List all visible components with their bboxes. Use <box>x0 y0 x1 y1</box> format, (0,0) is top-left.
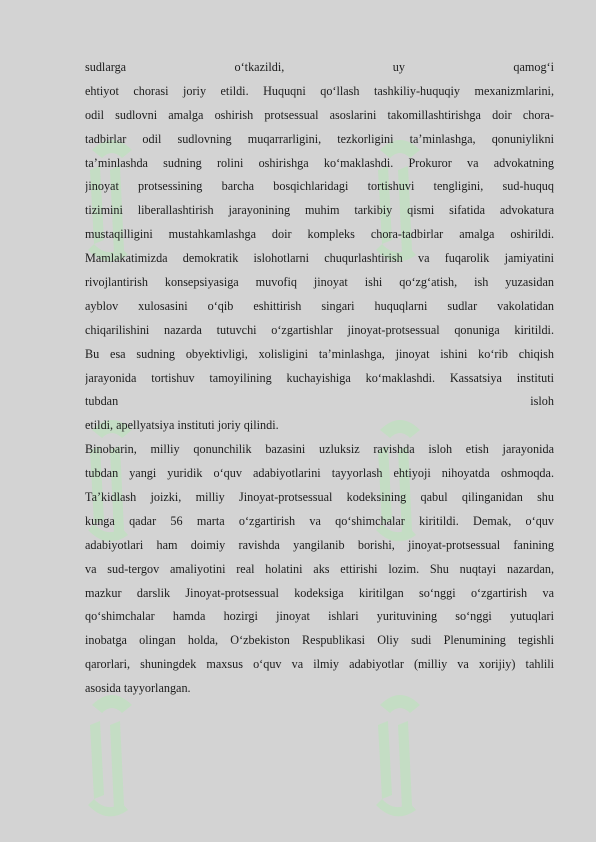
text-line: va sud-tergov amaliyotini real holatini aks ettirishi lozim. Shu nuqtayi nazardan, <box>85 561 554 576</box>
text-line: kunga qadar 56 marta o‘zgartirish va qo‘shimchalar kiritildi. Demak, o‘quv <box>85 513 554 528</box>
text-line: rivojlantirish konsepsiyasiga muvofiq jinoyat ishi qo‘zg‘atish, ish yuzasidan <box>85 275 554 290</box>
text-line: qarorlari, shuningdek maxsus o‘quv va ilmiy adabiyotlar (milliy va xorijiy) tahlili <box>85 657 554 672</box>
text-line: jinoyat protsessining barcha bosqichlaridagi tortishuvi tengligini, sud-huquq <box>85 179 554 194</box>
text-line: Binobarin, milliy qonunchilik bazasini uzluksiz ravishda isloh etish jarayonida <box>85 442 554 457</box>
text-line: tubdan yangi yuridik o‘quv adabiyotlarini tayyorlash ehtiyoji nihoyatda oshmoqda. <box>85 466 554 481</box>
text-line: mustaqilligini mustahkamlashga doir kompleks chora-tadbirlar amalga oshirildi. <box>85 227 554 242</box>
text-line: mazkur darslik Jinoyat-protsessual kodeksiga kiritilgan so‘nggi o‘zgartirish va <box>85 585 554 600</box>
text-line: odil sudlovni amalga oshirish protsessual asoslarini takomillashtirishga doir chora- <box>85 107 554 122</box>
text-line: asosida tayyorlangan. <box>85 681 191 696</box>
text-line: tadbirlar odil sudlovning muqarrarligini, tezkorligini ta’minlashga, qonuniylikni <box>85 131 554 146</box>
paragraph-2 <box>85 438 554 701</box>
text-line: Mamlakatimizda demokratik islohotlarni chuqurlashtirish va fuqarolik jamiyatini <box>85 251 554 266</box>
text-line: Bu esa sudning obyektivligi, xolisligini ta’minlashga, jinoyat ishini ko‘rib chiqish <box>85 346 554 361</box>
text-line: etildi, apellyatsiya instituti joriy qilindi. <box>85 418 279 433</box>
text-line: jarayonida tortishuv tamoyilining kuchayishiga ko‘maklashdi. Kassatsiya instituti <box>85 370 554 385</box>
text-line: adabiyotlari ham doimiy ravishda yangilanib borishi, jinoyat-protsessual fanining <box>85 537 554 552</box>
text-line: qo‘shimchalar hamda hozirgi jinoyat ishlari yurituvining so‘nggi yutuqlari <box>85 609 554 624</box>
watermark-logo-6 <box>370 685 430 835</box>
document-body <box>85 56 554 701</box>
text-line: sudlarga o‘tkazildi, uy qamog‘i <box>85 60 554 74</box>
text-line: Ta’kidlash joizki, milliy Jinoyat-protsessual kodeksining qabul qilinganidan shu <box>85 490 554 505</box>
text-line: ehtiyot chorasi joriy etildi. Huquqni qo‘llash tashkiliy-huquqiy mexanizmlarini, <box>85 83 554 98</box>
paragraph-1 <box>85 56 554 438</box>
text-line: tizimini liberallashtirish jarayonining muhim tarkibiy qismi sifatida advokatura <box>85 203 554 218</box>
text-line: ayblov xulosasini o‘qib eshittirish singari huquqlarni sudlar vakolatidan <box>85 298 554 313</box>
watermark-logo-icon <box>370 685 430 835</box>
watermark-logo-icon <box>82 685 142 835</box>
text-line: ta’minlashda sudning rolini oshirishga ko‘maklashdi. Prokuror va advokatning <box>85 155 554 170</box>
text-line: chiqarilishini nazarda tutuvchi o‘zgartishlar jinoyat-protsessual qonuniga kiritildi. <box>85 322 554 337</box>
text-line: tubdan isloh <box>85 394 554 409</box>
watermark-logo-5 <box>82 685 142 835</box>
text-line: inobatga olingan holda, O‘zbekiston Respublikasi Oliy sudi Plenumining tegishli <box>85 633 554 648</box>
